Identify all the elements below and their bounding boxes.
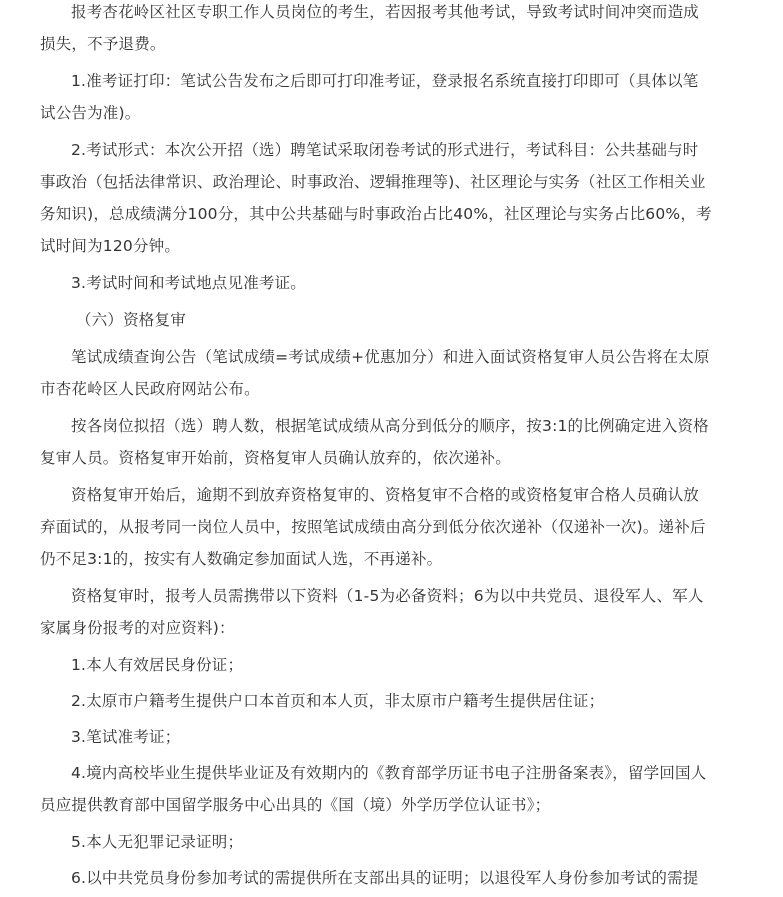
list-item-diploma: 4.境内高校毕业生提供毕业证及有效期内的《教育部学历证书电子注册备案表》，留学回国人员应提供教育部中国留学服务中心出具的《国（境）外学历学位认证书》； [40,764,707,814]
paragraph-score-announcement: 笔试成绩查询公告（笔试成绩=考试成绩+优惠加分）和进入面试资格复审人员公告将在太原市杏花岭区人民政府网站公布。 [40,348,710,398]
paragraph-review-ratio: 按各岗位拟招（选）聘人数，根据笔试成绩从高分到低分的顺序，按3:1的比例确定进入资格复审人员。资格复审开始前，资格复审人员确认放弃的，依次递补。 [40,417,709,467]
paragraph-admission-ticket: 1.准考证打印：笔试公告发布之后即可打印准考证，登录报名系统直接打印即可（具体以笔试公告为准)。 [40,72,699,122]
list-item-household-register: 2.太原市户籍考生提供户口本首页和本人页，非太原市户籍考生提供居住证； [71,692,605,710]
list-item-id-card: 1.本人有效居民身份证； [71,656,244,674]
paragraph-review-substitution: 资格复审开始后，逾期不到放弃资格复审的、资格复审不合格的或资格复审合格人员确认放弃面试的，从报考同一岗位人员中，按照笔试成绩由高分到低分依次递补（仅递补一次)。递补后仍不足3:1的，按实有人数确定参加面试人选，不再递补。 [40,486,706,568]
list-item-exam-ticket: 3.笔试准考证； [71,728,181,746]
paragraph-exam-time-location: 3.考试时间和考试地点见准考证。 [71,274,306,292]
paragraph-required-materials: 资格复审时，报考人员需携带以下资料（1-5为必备资料；6为以中共党员、退役军人、军人家属身份报考的对应资料)： [40,587,704,637]
list-item-party-veteran-proof: 6.以中共党员身份参加考试的需提供所在支部出具的证明；以退役军人身份参加考试的需提 [71,869,699,887]
section-heading-qualification-review: （六）资格复审 [76,311,186,329]
paragraph-exam-format: 2.考试形式：本次公开招（选）聘笔试采取闭卷考试的形式进行，考试科目：公共基础与时事政治（包括法律常识、政治理论、时事政治、逻辑推理等)、社区理论与实务（社区工作相关业务知识)，总成绩满分100分，其中公共基础与时事政治占比40%，社区理论与实务占比60%，考试时间为120分钟。 [40,141,712,255]
paragraph-fee-notice: 报考杏花岭区社区专职工作人员岗位的考生，若因报考其他考试，导致考试时间冲突而造成损失，不予退费。 [40,3,700,53]
list-item-no-criminal-record: 5.本人无犯罪记录证明； [71,833,244,851]
